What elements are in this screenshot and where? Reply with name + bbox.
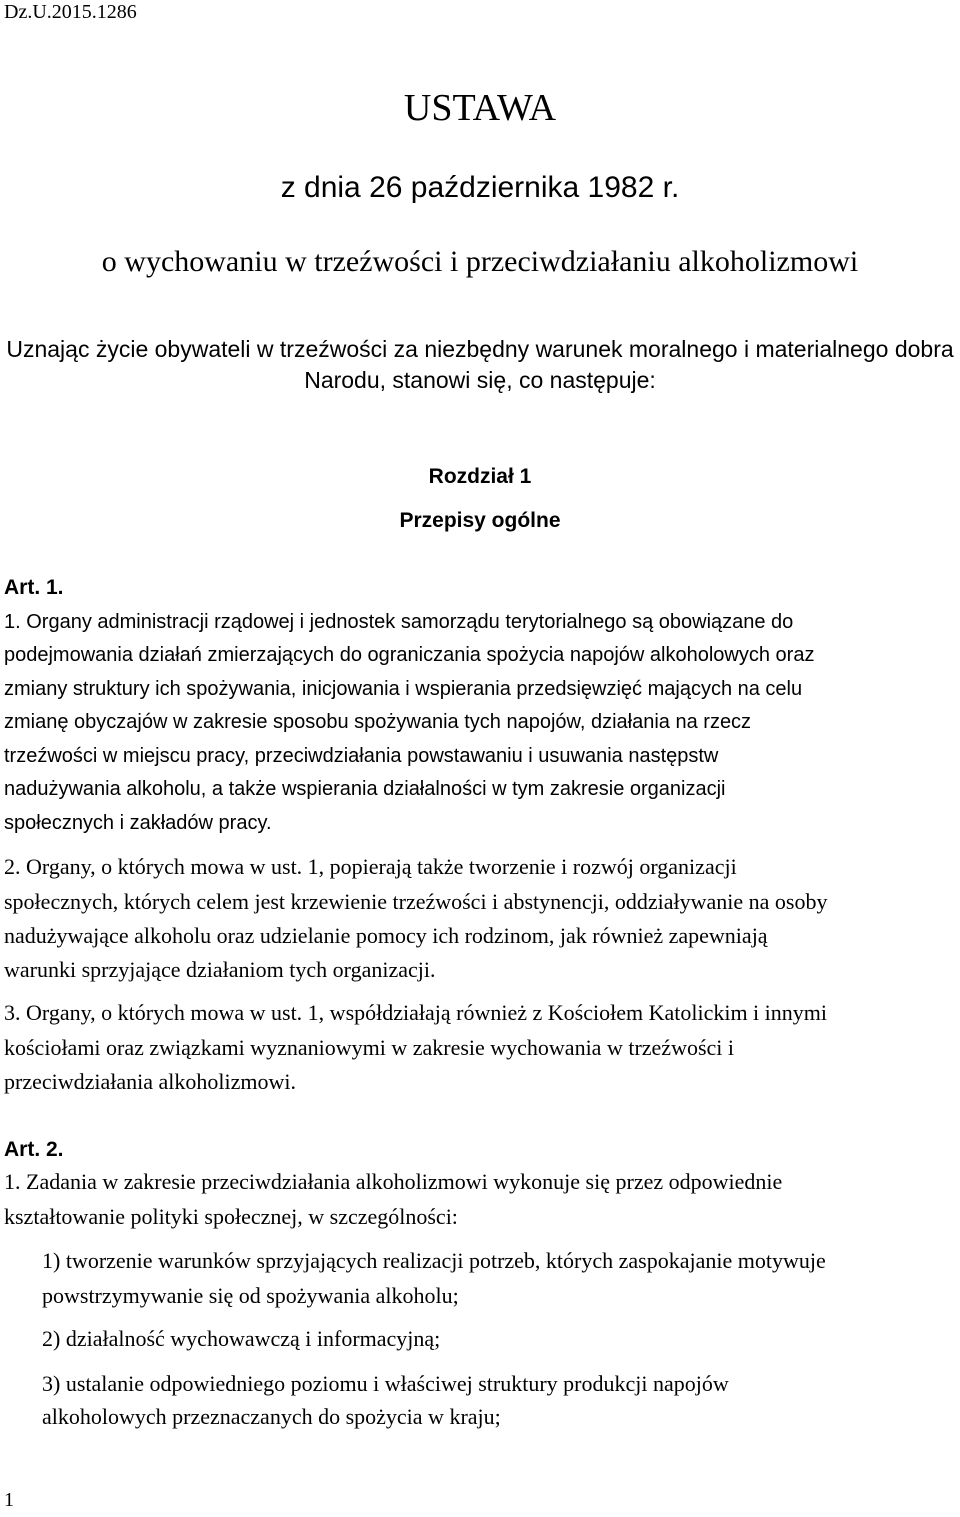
list-marker: 3) [42,1371,61,1396]
article-text-line: przeciwdziałania alkoholizmowi. [4,1069,296,1094]
article-text-line: podejmowania działań zmierzających do ograniczania spożycia napojów alkoholowych oraz [4,644,815,666]
act-date: z dnia 26 października 1982 r. [280,171,680,204]
article-text-line: zmianę obyczajów w zakresie sposobu spożywania tych napojów, działania na rzecz [4,711,752,733]
list-item-continuation: powstrzymywanie się od spożywania alkoholu; [42,1283,459,1308]
act-title: USTAWA [403,87,557,129]
article-text-line: warunki sprzyjające działaniom tych organizacji. [4,957,436,982]
article-text-line: 1. Zadania w zakresie przeciwdziałania alkoholizmowi wykonuje się przez odpowiednie [4,1169,783,1194]
document-reference: Dz.U.2015.1286 [4,1,137,23]
list-item-text: tworzenie warunków sprzyjających realizacji potrzeb, których zaspokajanie motywuje [65,1248,826,1273]
preamble-line: Narodu, stanowi się, co następuje: [304,367,656,393]
list-marker: 1) [42,1248,61,1273]
article-text-line: 2. Organy, o których mowa w ust. 1, popierają także tworzenie i rozwój organizacji [4,854,737,879]
act-subtitle: o wychowaniu w trzeźwości i przeciwdziałaniu alkoholizmowi [101,245,859,278]
article-text-line: kościołami oraz związkami wyznaniowymi w zakresie wychowania w trzeźwości i [4,1035,735,1060]
page-number: 1 [4,1489,14,1511]
list-item-text: działalność wychowawczą i informacyjną; [65,1326,441,1351]
article-text-line: trzeźwości w miejscu pracy, przeciwdziałania powstawaniu i usuwania następstw [4,745,719,767]
list-item [42,1247,826,1275]
list-item [42,1325,440,1353]
chapter-number: Rozdział 1 [428,465,532,488]
list-item-text: ustalanie odpowiedniego poziomu i właściwej struktury produkcji napojów [65,1371,729,1396]
article-text-line: nadużywające alkoholu oraz udzielanie pomocy ich rodzinom, jak również zapewniają [4,923,768,948]
article-text-line: społecznych i zakładów pracy. [4,812,272,834]
article-label: Art. 1. [4,576,64,599]
article-text-line: społecznych, których celem jest krzewienie trzeźwości i abstynencji, oddziaływanie na osoby [4,889,828,914]
article-text-line: kształtowanie polityki społecznej, w szczególności: [4,1204,458,1229]
article-label: Art. 2. [4,1138,64,1161]
list-item-continuation: alkoholowych przeznaczanych do spożycia w kraju; [42,1404,501,1429]
article-text-line: zmiany struktury ich spożywania, inicjowania i wspierania przedsięwzięć mających na celu [4,678,803,700]
list-marker: 2) [42,1326,61,1351]
article-text-line: 3. Organy, o których mowa w ust. 1, współdziałają również z Kościołem Katolickim i innymi [4,1000,828,1025]
chapter-title: Przepisy ogólne [399,509,561,532]
list-item [42,1370,729,1398]
preamble-line: Uznając życie obywateli w trzeźwości za niezbędny warunek moralnego i materialnego dobra [6,336,954,362]
article-text-line: nadużywania alkoholu, a także wspierania działalności w tym zakresie organizacji [4,778,726,800]
article-text-line: 1. Organy administracji rządowej i jednostek samorządu terytorialnego są obowiązane do [4,611,794,633]
